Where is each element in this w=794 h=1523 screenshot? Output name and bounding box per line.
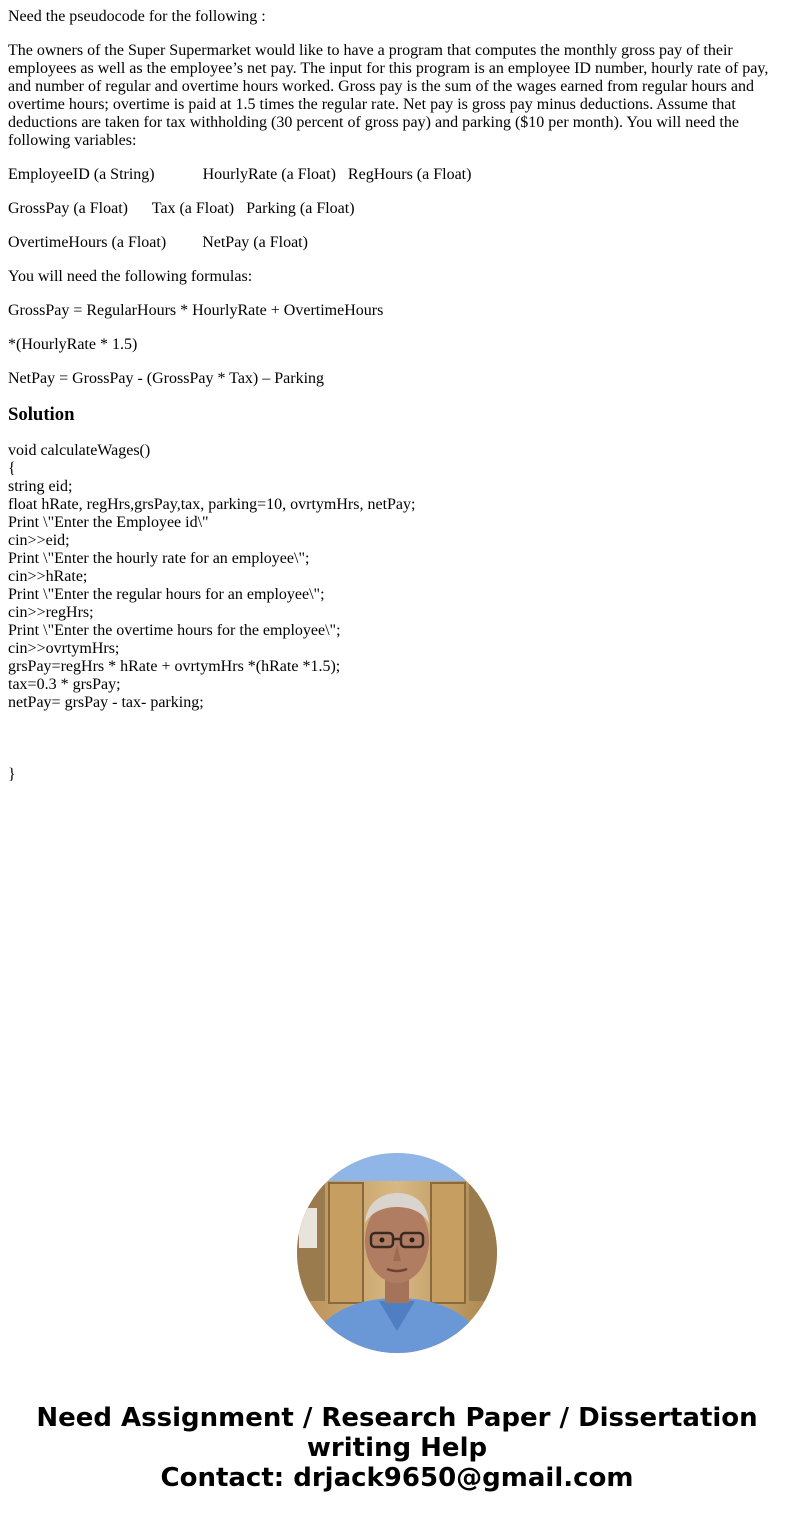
author-portrait [297, 1153, 497, 1353]
code-line-blank [8, 730, 778, 748]
code-line: grsPay=regHrs * hRate + ovrtymHrs *(hRate *1.5); [8, 658, 341, 675]
code-line: float hRate, regHrs,grsPay,tax, parking=10, ovrtymHrs, netPay; [8, 496, 416, 513]
variable-reg-hours: RegHours (a Float) [347, 166, 472, 183]
code-line: cin>>ovrtymHrs; [8, 640, 120, 657]
question-intro: Need the pseudocode for the following : [8, 8, 266, 25]
variable-gross-pay: GrossPay (a Float) [8, 200, 128, 217]
code-line: Print \"Enter the hourly rate for an employee\"; [8, 550, 310, 567]
footer-line-1: Need Assignment / Research Paper / Dissertation [36, 1403, 758, 1433]
promo-footer [0, 1403, 794, 1493]
variables-row-1 [8, 166, 778, 184]
code-line: string eid; [8, 478, 73, 495]
code-line: cin>>hRate; [8, 568, 88, 585]
author-avatar [297, 1153, 497, 1353]
variable-employee-id: EmployeeID (a String) [8, 166, 155, 183]
formula-gross-pay: GrossPay = RegularHours * HourlyRate + OvertimeHours [8, 302, 384, 319]
code-line: Print \"Enter the Employee id\" [8, 514, 209, 531]
code-line: { [8, 460, 16, 477]
variables-row-3 [8, 234, 778, 252]
code-line-blank [8, 748, 778, 766]
formula-net-pay: NetPay = GrossPay - (GrossPay * Tax) – Parking [8, 370, 325, 387]
code-line: void calculateWages() [8, 442, 151, 459]
variable-hourly-rate: HourlyRate (a Float) [202, 166, 336, 183]
solution-code [8, 442, 778, 784]
formula-gross-pay-continued: *(HourlyRate * 1.5) [8, 336, 138, 353]
code-line: cin>>eid; [8, 532, 70, 549]
variable-net-pay: NetPay (a Float) [202, 234, 308, 251]
question-description: The owners of the Super Supermarket would like to have a program that computes the monthly gross pay of their employees as well as the employee’s net pay. The input for this program is an employee ID number, hourly rate of pay, and number of regular and overtime hours worked. Gross pay is the sum of the wages earned from regular hours and overtime hours; overtime is paid at 1.5 times the regular rate. Net pay is gross pay minus deductions. Assume that deductions are taken for tax withholding (30 percent of gross pay) and parking ($10 per month). You will need the following variables: [8, 42, 769, 149]
footer-contact: Contact: drjack9650@gmail.com [160, 1463, 634, 1493]
variable-overtime-hours: OvertimeHours (a Float) [8, 234, 167, 251]
code-line: cin>>regHrs; [8, 604, 94, 621]
code-line: netPay= grsPay - tax- parking; [8, 694, 204, 711]
code-line: } [8, 766, 16, 783]
document-body [8, 8, 778, 784]
code-line-blank [8, 712, 778, 730]
formulas-intro: You will need the following formulas: [8, 268, 253, 285]
footer-line-2: writing Help [306, 1433, 488, 1463]
variable-parking: Parking (a Float) [246, 200, 355, 217]
variable-tax: Tax (a Float) [151, 200, 235, 217]
code-line: Print \"Enter the regular hours for an employee\"; [8, 586, 325, 603]
code-line: tax=0.3 * grsPay; [8, 676, 121, 693]
variables-row-2 [8, 200, 778, 218]
code-line: Print \"Enter the overtime hours for the employee\"; [8, 622, 341, 639]
solution-heading: Solution [8, 404, 75, 425]
